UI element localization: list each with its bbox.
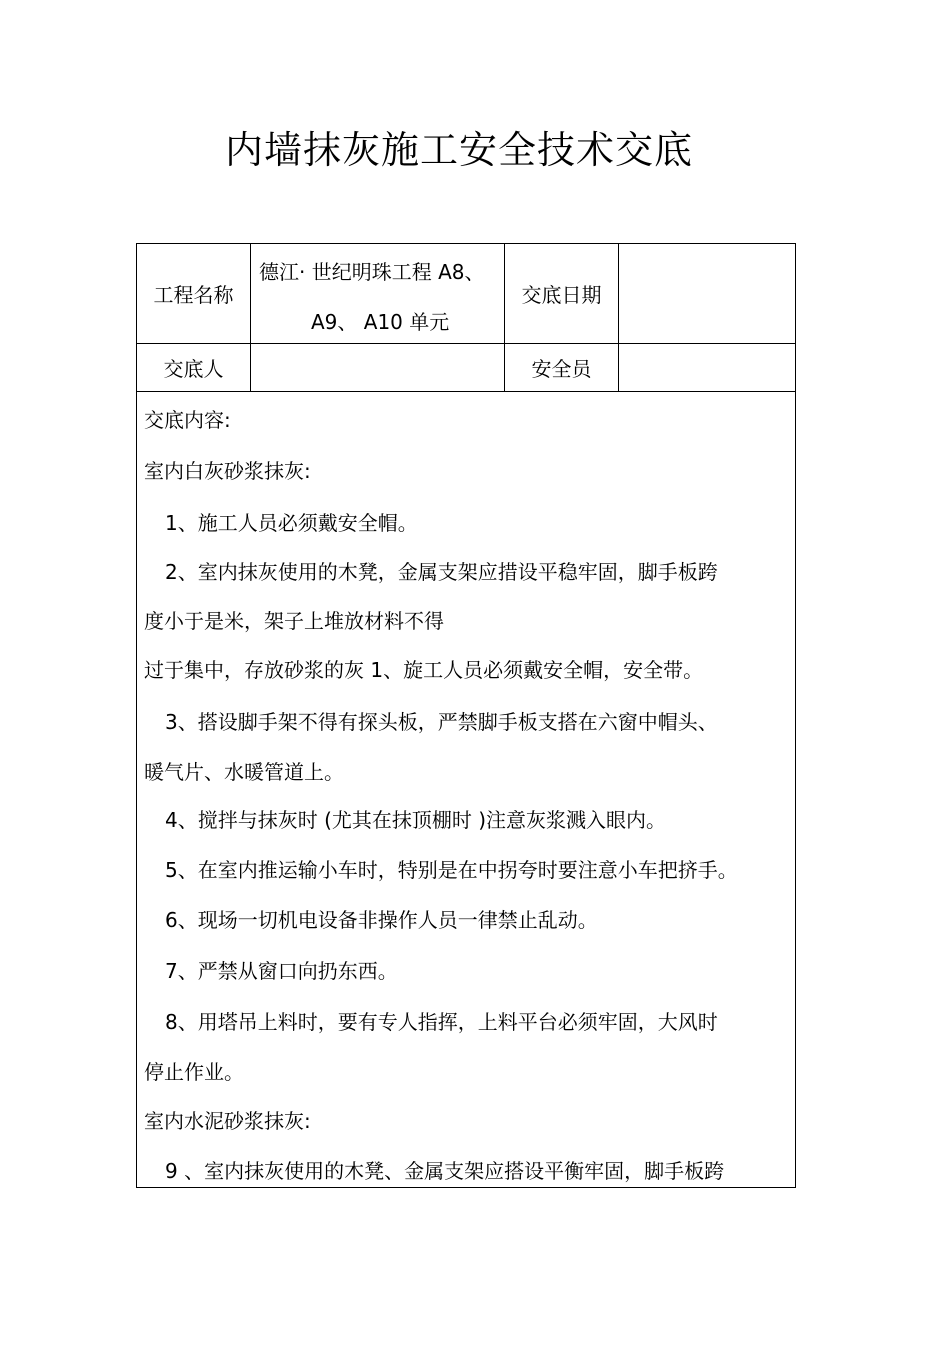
content-line: 1、施工人员必须戴安全帽。 — [165, 511, 418, 535]
document-title: 内墙抹灰施工安全技术交底 — [224, 128, 693, 172]
content-line: 停止作业。 — [144, 1060, 244, 1084]
project-name-line1: 德江· 世纪明珠工程 A8、 — [259, 260, 485, 284]
disclosure-date-label: 交底日期 — [521, 283, 602, 307]
safety-officer-value — [619, 344, 795, 391]
content-line: 7、严禁从窗口向扔东西。 — [165, 959, 398, 983]
project-name-value — [251, 244, 505, 344]
content-line: 暖气片、水暖管道上。 — [144, 760, 344, 784]
project-name-line2: A9、 A10 单元 — [311, 310, 450, 334]
content-line: 3、搭设脚手架不得有探头板，严禁脚手板支搭在六窗中帽头、 — [165, 710, 718, 734]
safety-officer-label: 安全员 — [531, 357, 592, 381]
project-name-label: 工程名称 — [153, 283, 234, 307]
content-line: 过于集中，存放砂浆的灰 1、旋工人员必须戴安全帽，安全带。 — [144, 658, 704, 682]
disclosure-table — [136, 243, 796, 1188]
content-line: 4、搅拌与抹灰时 (尤其在抹顶棚时 )注意灰浆溅入眼内。 — [165, 808, 667, 832]
presenter-label: 交底人 — [163, 357, 224, 381]
content-line: 度小于是米，架子上堆放材料不得 — [144, 609, 444, 633]
disclosure-content — [137, 392, 795, 1187]
disclosure-date-value — [619, 244, 795, 343]
content-line: 室内白灰砂浆抹灰: — [144, 459, 311, 483]
content-heading: 交底内容: — [144, 408, 231, 432]
content-line: 5、在室内推运输小车时，特别是在中拐夸时要注意小车把挤手。 — [165, 858, 738, 882]
content-line: 室内水泥砂浆抹灰: — [144, 1109, 311, 1133]
presenter-value — [251, 344, 504, 391]
content-line: 6、现场一切机电设备非操作人员一律禁止乱动。 — [165, 908, 598, 932]
content-line: 2、室内抹灰使用的木凳，金属支架应措设平稳牢固，脚手板跨 — [165, 560, 718, 584]
content-line: 8、用塔吊上料时，要有专人指挥，上料平台必须牢固，大风时 — [165, 1010, 718, 1034]
content-line: 9 、室内抹灰使用的木凳、金属支架应搭设平衡牢固，脚手板跨 — [165, 1159, 725, 1183]
